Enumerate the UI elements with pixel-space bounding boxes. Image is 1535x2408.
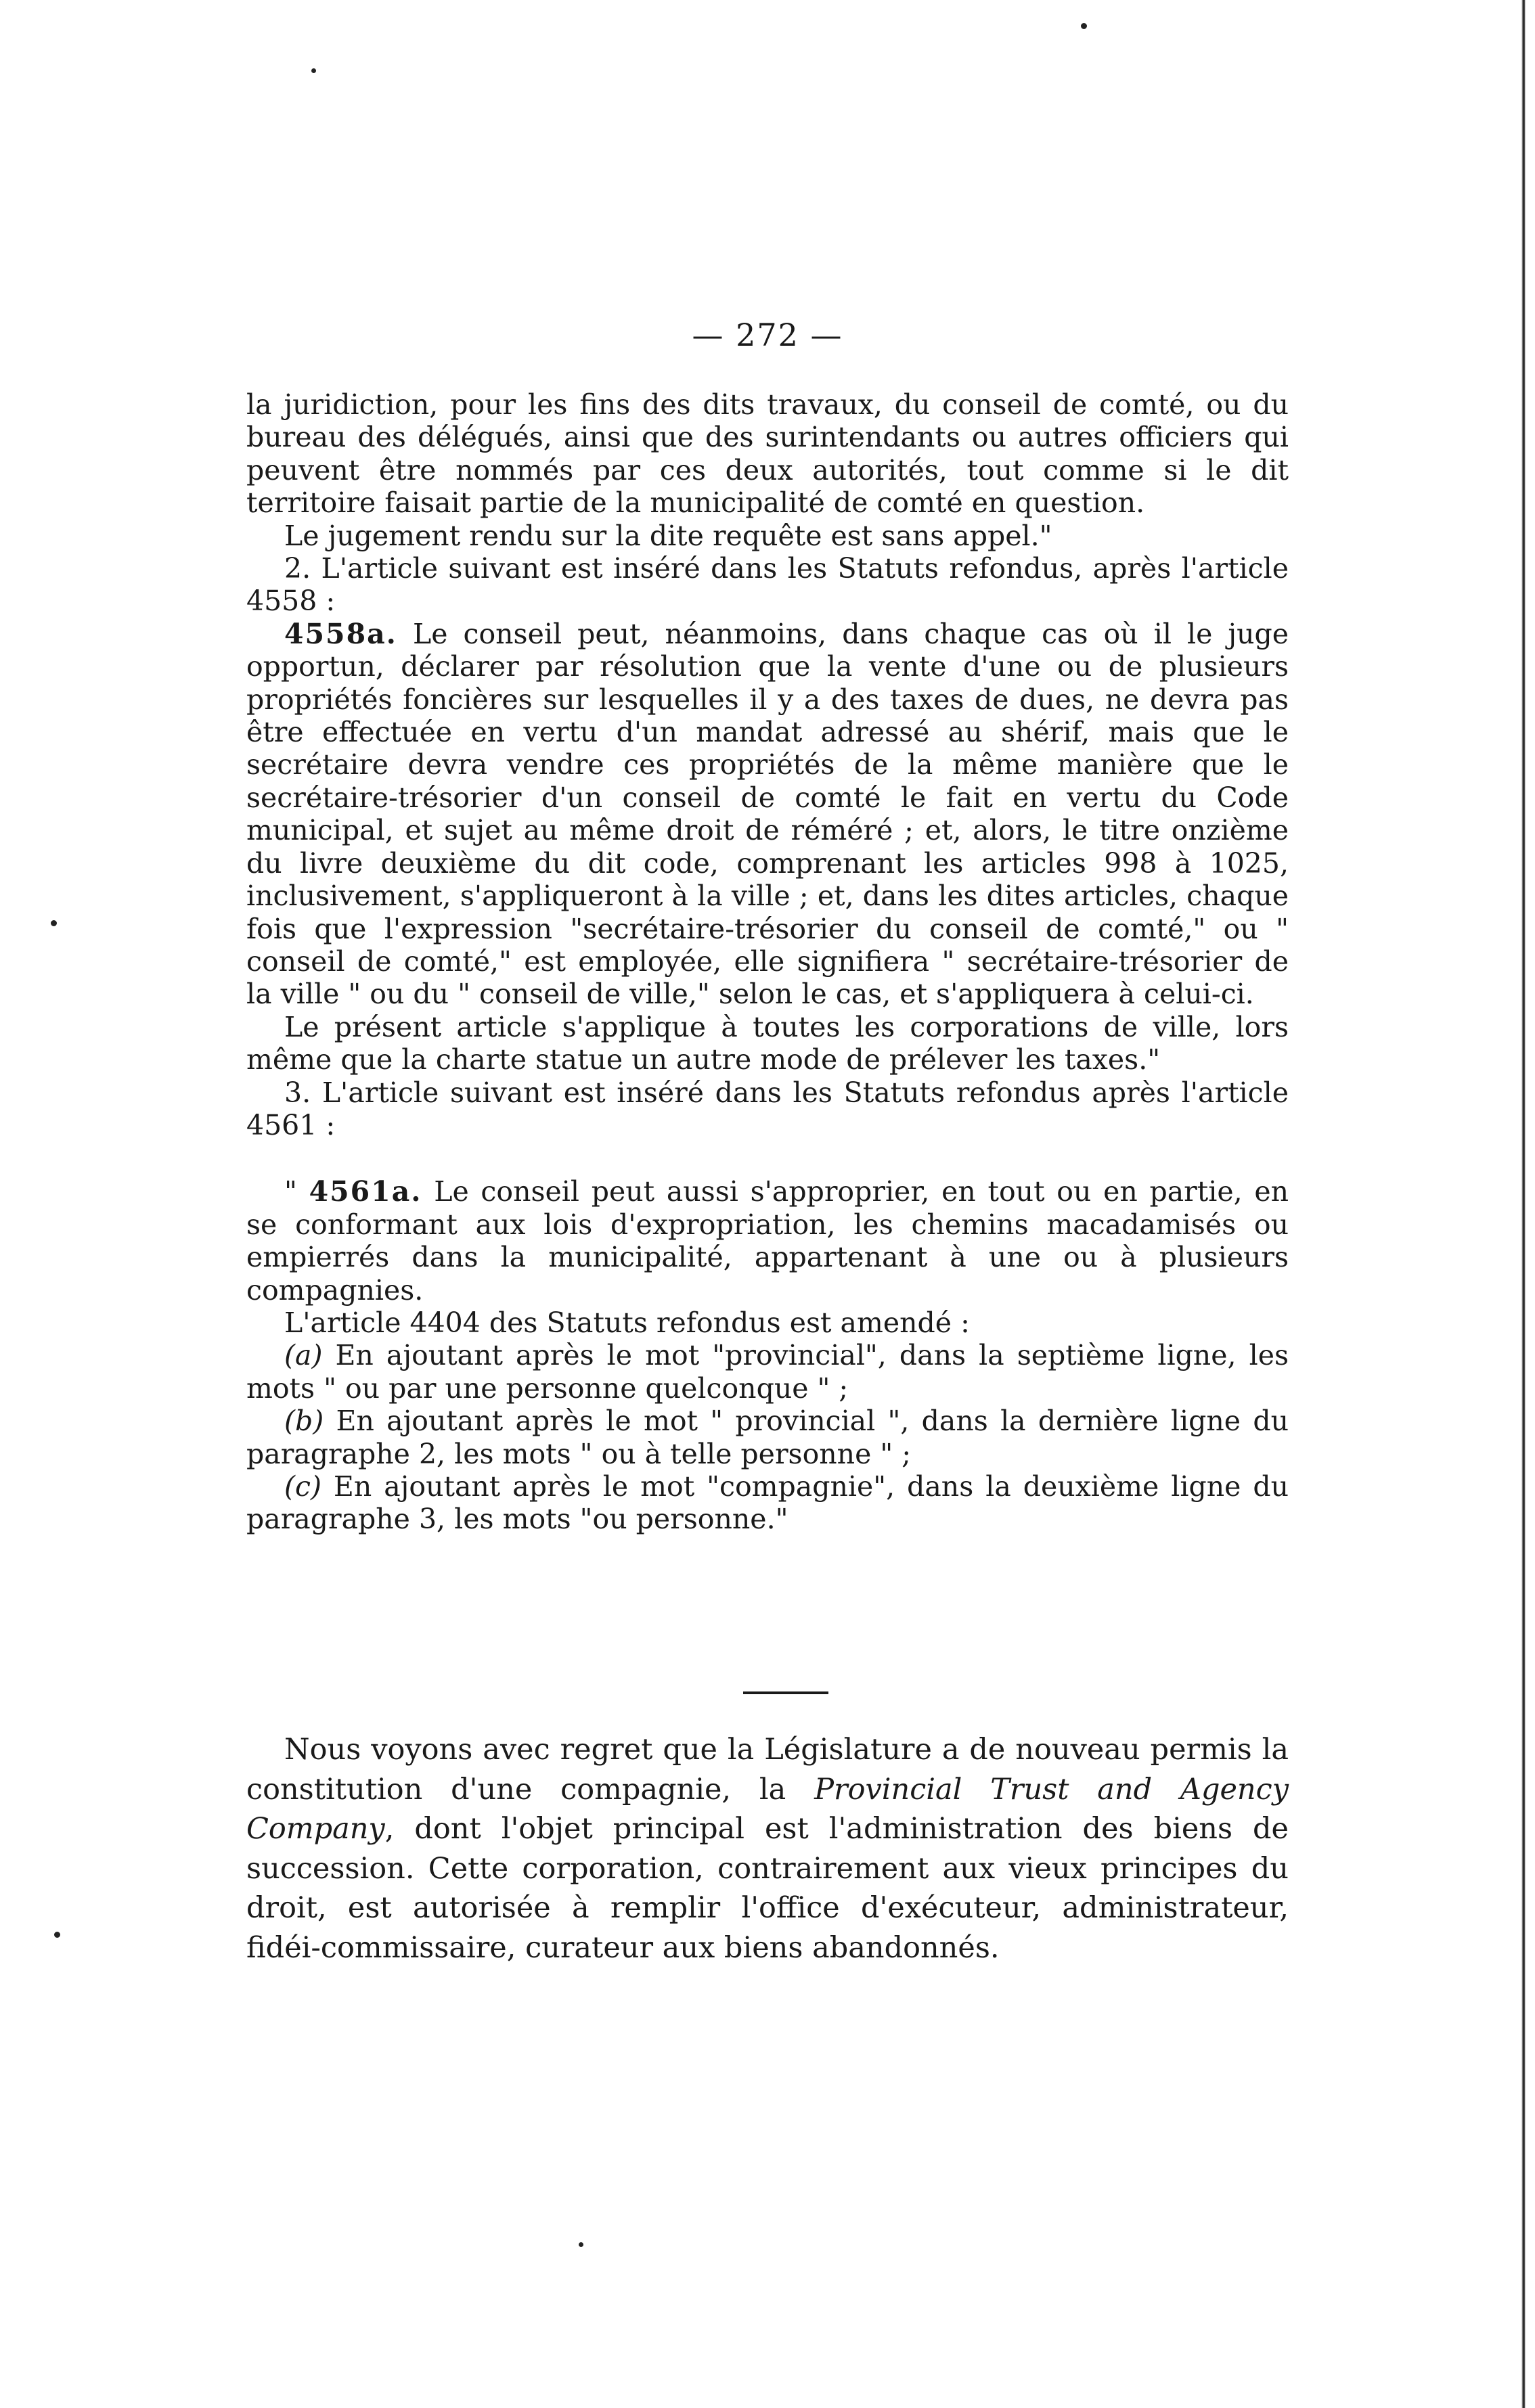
scan-speck [51, 920, 57, 926]
page-edge-rule [1521, 0, 1526, 2408]
article-number: 4558a. [284, 617, 397, 650]
amendment-text: En ajoutant après le mot " provincial ", dans la dernière ligne du paragraphe 2, les mots " ou à telle personne " ; [246, 1405, 1289, 1470]
paragraph-article-4404: L'article 4404 des Statuts refondus est amendé : [284, 1306, 970, 1339]
page-number: — 272 — [692, 317, 843, 353]
commentary-text-before: Nous voyons avec regret que la Législature a de nouveau permis la constitution d'une compagnie, la [246, 1733, 1289, 1807]
commentary-text-after: , dont l'objet principal est l'administration des biens de succession. Cette corporation, contrairement aux vieux principes du droit, est autorisée à remplir l'office d'exécuteur, administrateur, fidéi-commissaire, curateur aux biens abandonnés. [246, 1812, 1289, 1965]
article-text: Le conseil peut, néanmoins, dans chaque cas où il le juge opportun, déclarer par résolution que la vente d'une ou de plusieurs propriétés foncières sur lesquelles il y a des taxes de dues, ne devra pas être effectuée en vertu d'un mandat adressé au shérif, mais que le secrétaire devra vendre ces propriétés de la même manière que le secrétaire-trésorier d'un conseil de comté le fait en vertu du Code municipal, et sujet au même droit de réméré ; et, alors, le titre onzième du livre deuxième du dit code, comprenant les articles 998 à 1025, inclusivement, s'appliqueront à la ville ; et, dans les dites articles, chaque fois que l'expression "secrétaire-trésorier du conseil de comté," ou " conseil de comté," est employée, elle signifiera " secrétaire-trésorier de la ville " ou du " conseil de ville," selon le cas, et s'appliquera à celui-ci. [246, 617, 1289, 1011]
amendment-label: (a) [284, 1339, 323, 1372]
paragraph-amendment-b [246, 1405, 1289, 1470]
commentary-paragraph [246, 1730, 1289, 1968]
scan-speck [311, 68, 316, 73]
paragraph-gap [246, 1141, 1289, 1175]
paragraph-judgment: Le jugement rendu sur la dite requête est sans appel." [284, 519, 1052, 552]
paragraph-present-article: Le présent article s'applique à toutes les corporations de ville, lors même que la charte statue un autre mode de prélever les taxes." [246, 1010, 1289, 1076]
paragraph-article-4558a [246, 618, 1289, 1011]
scan-speck [1081, 23, 1087, 29]
statute-text [246, 388, 1289, 1536]
company-name: Provincial Trust and Agency Company [246, 1772, 1289, 1846]
amendment-label: (c) [284, 1470, 321, 1503]
opening-quote: " [284, 1175, 309, 1208]
amendment-text: En ajoutant après le mot "compagnie", dans la deuxième ligne du paragraphe 3, les mots "ou personne." [246, 1470, 1289, 1536]
paragraph-amendment-a [246, 1339, 1289, 1405]
commentary-text [246, 1730, 1289, 1968]
paragraph-amendment-c [246, 1470, 1289, 1536]
paragraph-article-4561a [246, 1175, 1289, 1307]
amendment-label: (b) [284, 1405, 324, 1438]
article-text: Le conseil peut aussi s'approprier, en tout ou en partie, en se conformant aux lois d'expropriation, les chemins macadamisés ou empierrés dans la municipalité, appartenant à une ou à plusieurs compagnies. [246, 1175, 1289, 1307]
article-number: 4561a. [309, 1175, 422, 1208]
paragraph-continuation: la juridiction, pour les fins des dits travaux, du conseil de comté, ou du bureau des délégués, ainsi que des surintendants ou autres officiers qui peuvent être nommés par ces deux autorités, tout comme si le dit territoire faisait partie de la municipalité de comté en question. [246, 388, 1289, 520]
scan-speck [579, 2242, 583, 2247]
scan-speck [54, 1932, 60, 1938]
section-divider [743, 1691, 828, 1694]
amendment-text: En ajoutant après le mot "provincial", dans la septième ligne, les mots " ou par une personne quelconque " ; [246, 1339, 1289, 1405]
paragraph-section-2: 2. L'article suivant est inséré dans les Statuts refondus, après l'article 4558 : [246, 552, 1289, 618]
paragraph-section-3: 3. L'article suivant est inséré dans les Statuts refondus après l'article 4561 : [246, 1076, 1289, 1141]
